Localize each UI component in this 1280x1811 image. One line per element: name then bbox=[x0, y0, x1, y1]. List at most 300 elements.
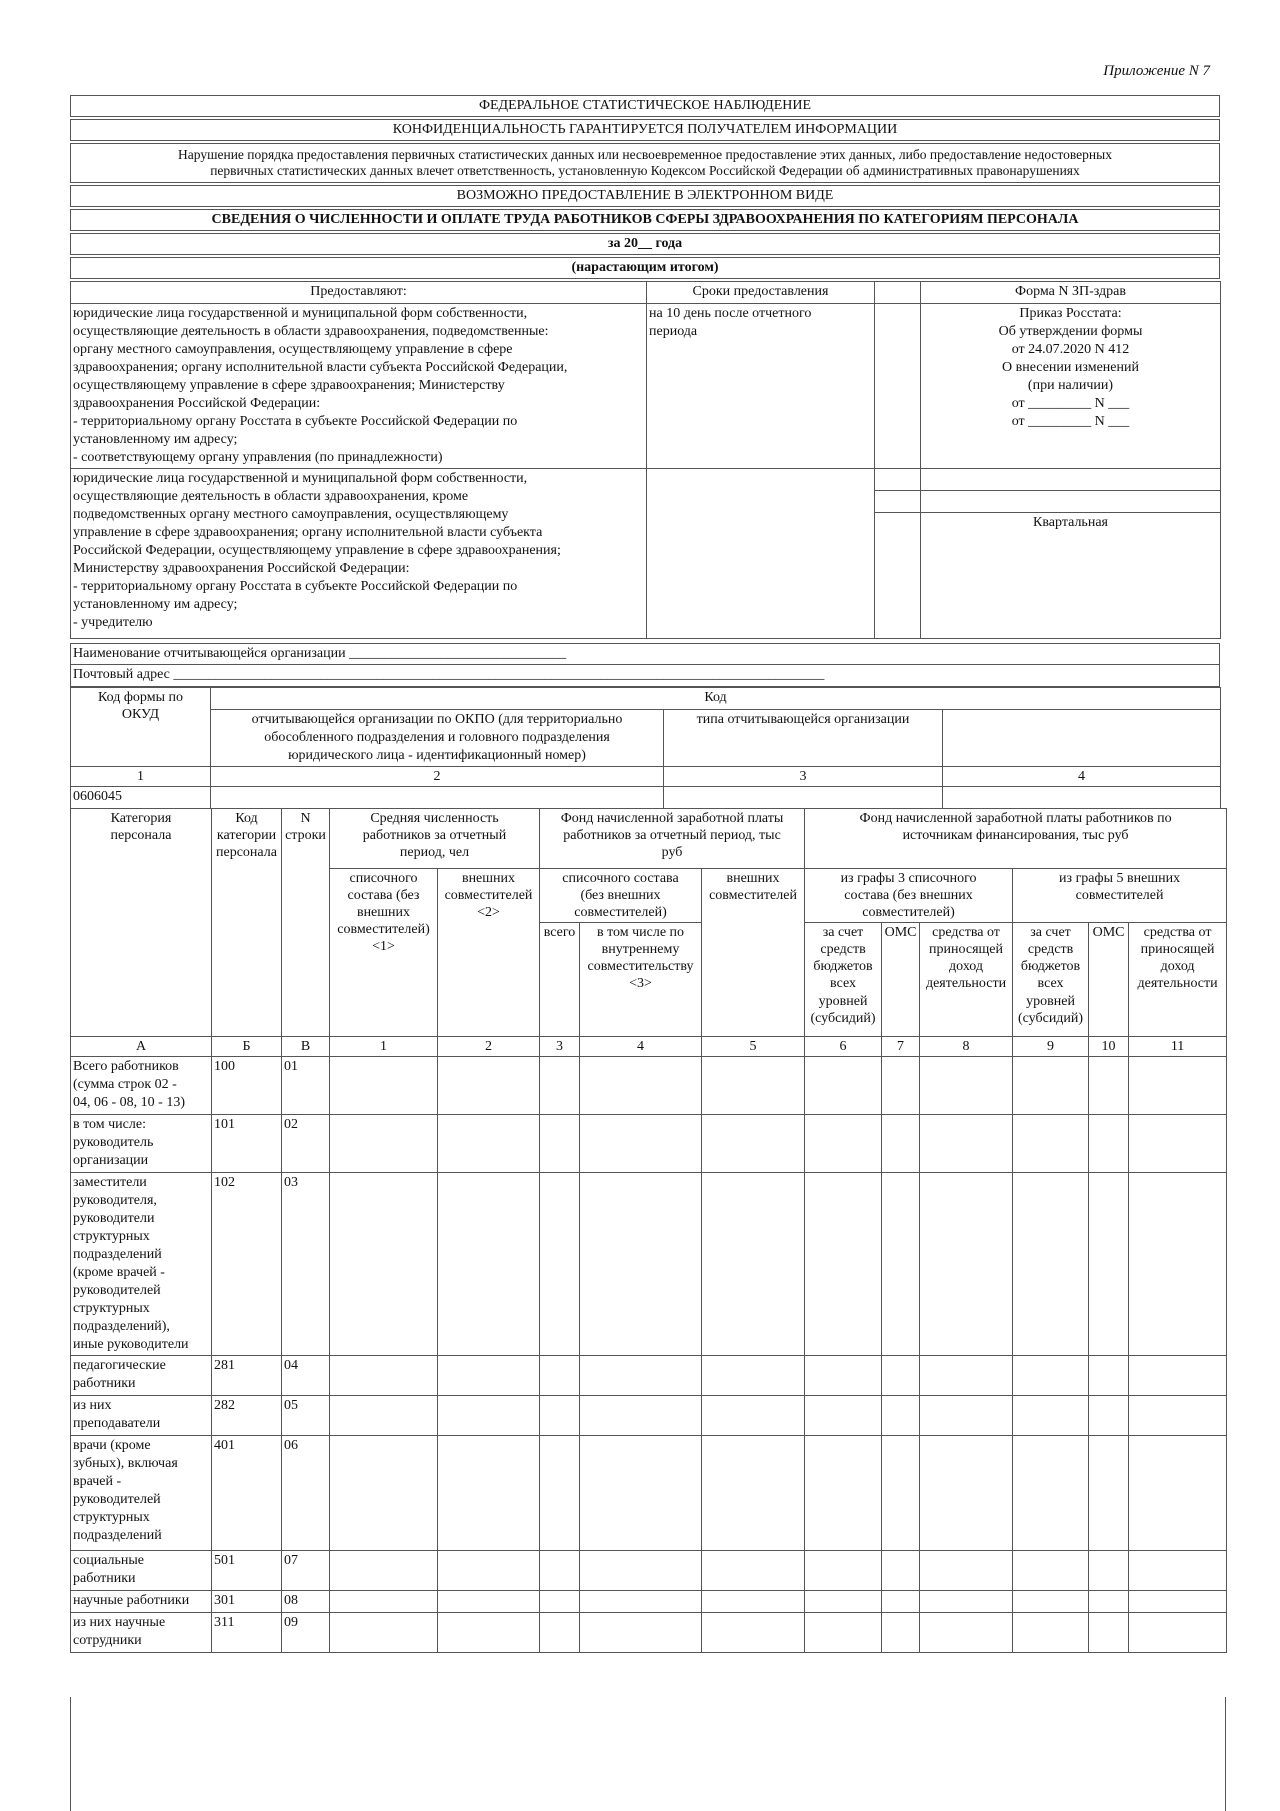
row-value-cell[interactable] bbox=[702, 1115, 805, 1173]
h-line: строки bbox=[285, 828, 326, 844]
submit-row2-blank bbox=[921, 469, 1221, 491]
row-value-cell[interactable] bbox=[702, 1396, 805, 1436]
submission-table bbox=[70, 281, 1221, 639]
row-value-cell[interactable] bbox=[330, 1551, 438, 1591]
org-type-label: типа отчитывающейся организации bbox=[664, 710, 943, 767]
row-value-cell[interactable] bbox=[438, 1396, 540, 1436]
row-category-line: подразделений bbox=[73, 1247, 162, 1263]
code-col-num: 4 bbox=[943, 767, 1221, 787]
h-line: уровней bbox=[1026, 993, 1075, 1009]
row-value-cell[interactable] bbox=[330, 1436, 438, 1551]
row-value-cell[interactable] bbox=[1089, 1396, 1129, 1436]
row-category-line: руководителей bbox=[73, 1492, 161, 1508]
h-line: средства от bbox=[1143, 925, 1212, 941]
row-value-cell[interactable] bbox=[330, 1057, 438, 1115]
h-line: за счет bbox=[822, 925, 864, 941]
header-electronic bbox=[70, 185, 1220, 207]
row-value-cell[interactable] bbox=[438, 1591, 540, 1613]
row1-line: осуществляющие деятельность в области здравоохранения, подведомственные: bbox=[73, 324, 549, 339]
row-value-cell[interactable] bbox=[1013, 1396, 1089, 1436]
row-value-cell[interactable] bbox=[540, 1551, 580, 1591]
h-line: руб bbox=[661, 845, 683, 861]
submit-order-info bbox=[921, 304, 1221, 469]
h-line: средств bbox=[1027, 942, 1074, 958]
h-line: состава (без внешних bbox=[844, 888, 973, 904]
row-value-cell[interactable] bbox=[1129, 1115, 1227, 1173]
row-category-line: руководителей bbox=[73, 1283, 161, 1299]
row-value-cell[interactable] bbox=[920, 1613, 1013, 1653]
row-category-name bbox=[71, 1396, 212, 1436]
row-category-name bbox=[71, 1356, 212, 1396]
submit-row1-spacer bbox=[875, 304, 921, 469]
h-line: Код bbox=[235, 811, 258, 826]
row-value-cell[interactable] bbox=[920, 1057, 1013, 1115]
org-address-row bbox=[70, 665, 1220, 687]
row-code: 401 bbox=[212, 1436, 282, 1551]
row-value-cell[interactable] bbox=[438, 1057, 540, 1115]
h-line: из графы 5 внешних bbox=[1059, 871, 1181, 886]
row-value-cell[interactable] bbox=[882, 1591, 920, 1613]
h-line: Фонд начисленной заработной платы работников по bbox=[859, 811, 1172, 826]
row-value-cell[interactable] bbox=[540, 1356, 580, 1396]
h-list-staff bbox=[330, 869, 438, 1037]
row1-line: осуществляющему управление в сфере здравоохранения; Министерству bbox=[73, 378, 505, 393]
row-value-cell[interactable] bbox=[580, 1396, 702, 1436]
row-value-cell[interactable] bbox=[1089, 1057, 1129, 1115]
h-line: Категория bbox=[110, 811, 172, 826]
header-line2: КОНФИДЕНЦИАЛЬНОСТЬ ГАРАНТИРУЕТСЯ ПОЛУЧАТЕЛЕМ ИНФОРМАЦИИ bbox=[392, 122, 898, 138]
h-fund bbox=[540, 809, 805, 869]
row-value-cell[interactable] bbox=[580, 1356, 702, 1396]
row-value-cell[interactable] bbox=[702, 1591, 805, 1613]
column-number: А bbox=[71, 1037, 212, 1057]
row-category-line: подразделений), bbox=[73, 1319, 170, 1335]
row-value-cell[interactable] bbox=[438, 1173, 540, 1356]
row-category-name bbox=[71, 1551, 212, 1591]
h-line: совместителей bbox=[444, 888, 533, 904]
row-value-cell[interactable] bbox=[1013, 1436, 1089, 1551]
okud-label-line: ОКУД bbox=[121, 707, 160, 723]
row-category-line: заместители bbox=[73, 1175, 147, 1191]
h-budget-ext bbox=[1013, 923, 1089, 1037]
row-category-name bbox=[71, 1613, 212, 1653]
h-fund-external bbox=[702, 869, 805, 1037]
row1-line: - соответствующему органу управления (по принадлежности) bbox=[73, 450, 443, 465]
h-line: списочного bbox=[349, 871, 418, 886]
h-line: Фонд начисленной заработной платы bbox=[560, 811, 784, 826]
row-value-cell[interactable] bbox=[805, 1396, 882, 1436]
row-category-line: (сумма строк 02 - bbox=[73, 1077, 177, 1093]
row-code: 282 bbox=[212, 1396, 282, 1436]
h-oms-ext: ОМС bbox=[1089, 923, 1129, 1037]
row-value-cell[interactable] bbox=[702, 1613, 805, 1653]
row-value-cell[interactable] bbox=[882, 1173, 920, 1356]
row-category-line: 04, 06 - 08, 10 - 13) bbox=[73, 1095, 185, 1111]
h-line: деятельности bbox=[1137, 976, 1218, 992]
row-value-cell[interactable] bbox=[805, 1551, 882, 1591]
row-value-cell[interactable] bbox=[882, 1356, 920, 1396]
main-table bbox=[70, 808, 1227, 1653]
row-value-cell[interactable] bbox=[1089, 1436, 1129, 1551]
column-number: 5 bbox=[702, 1037, 805, 1057]
form-year-text: за 20__ года bbox=[607, 236, 683, 252]
h-line: <1> bbox=[372, 939, 395, 955]
deadline-line: на 10 день после отчетного bbox=[649, 306, 812, 321]
row-value-cell[interactable] bbox=[438, 1356, 540, 1396]
h-line: доход bbox=[1160, 959, 1195, 975]
org-type-value-cell[interactable] bbox=[664, 787, 943, 809]
row-category-line: структурных bbox=[73, 1229, 150, 1245]
order-line: от _________ N ___ bbox=[1011, 414, 1130, 429]
column-number: 8 bbox=[920, 1037, 1013, 1057]
row-category-name bbox=[71, 1173, 212, 1356]
row1-line: здравоохранения; органу исполнительной власти субъекта Российской Федерации, bbox=[73, 360, 568, 375]
row1-line: здравоохранения Российской Федерации: bbox=[73, 396, 321, 411]
submit-row2-deadline bbox=[647, 469, 875, 639]
row-value-cell[interactable] bbox=[1089, 1115, 1129, 1173]
h-line: (субсидий) bbox=[1017, 1010, 1084, 1026]
h-line: внешних bbox=[356, 905, 411, 921]
h-line: работников за отчетный bbox=[362, 828, 507, 844]
h-line: средств bbox=[820, 942, 866, 958]
row-value-cell[interactable] bbox=[540, 1591, 580, 1613]
h-line: бюджетов bbox=[813, 959, 873, 975]
row2-line: установленному им адресу; bbox=[73, 597, 238, 612]
row-value-cell[interactable] bbox=[1129, 1551, 1227, 1591]
row-value-cell[interactable] bbox=[1089, 1173, 1129, 1356]
row-value-cell[interactable] bbox=[330, 1591, 438, 1613]
header-warning bbox=[70, 143, 1220, 183]
row-category-line: врачи (кроме bbox=[73, 1438, 151, 1454]
order-line: от _________ N ___ bbox=[1011, 396, 1130, 411]
row-value-cell[interactable] bbox=[882, 1551, 920, 1591]
code-col-num: 1 bbox=[71, 767, 211, 787]
row-value-cell[interactable] bbox=[805, 1356, 882, 1396]
row-value-cell[interactable] bbox=[702, 1173, 805, 1356]
h-line: состава (без bbox=[347, 888, 420, 904]
row-value-cell[interactable] bbox=[882, 1115, 920, 1173]
row-value-cell[interactable] bbox=[540, 1173, 580, 1356]
submit-row1-deadline bbox=[647, 304, 875, 469]
order-line: Приказ Росстата: bbox=[1019, 306, 1122, 321]
row-value-cell[interactable] bbox=[1129, 1396, 1227, 1436]
row-value-cell[interactable] bbox=[920, 1396, 1013, 1436]
h-external bbox=[438, 869, 540, 1037]
row-category-line: преподаватели bbox=[73, 1416, 161, 1432]
h-line: период, чел bbox=[399, 845, 470, 861]
row-value-cell[interactable] bbox=[882, 1613, 920, 1653]
row-value-cell[interactable] bbox=[1013, 1551, 1089, 1591]
row-category-name bbox=[71, 1591, 212, 1613]
okpo-value-cell[interactable] bbox=[211, 787, 664, 809]
row-value-cell[interactable] bbox=[438, 1436, 540, 1551]
header-federal-observation bbox=[70, 95, 1220, 117]
row-value-cell[interactable] bbox=[540, 1115, 580, 1173]
h-income-ext bbox=[1129, 923, 1227, 1037]
codes-table bbox=[70, 687, 1221, 809]
form-title bbox=[70, 209, 1220, 231]
column-number: Б bbox=[212, 1037, 282, 1057]
h-line: за счет bbox=[1030, 925, 1071, 941]
row-value-cell[interactable] bbox=[1013, 1115, 1089, 1173]
row-value-cell[interactable] bbox=[805, 1057, 882, 1115]
okud-label-line: Код формы по bbox=[98, 690, 183, 705]
h-line: источникам финансирования, тыс руб bbox=[902, 828, 1129, 844]
row-value-cell[interactable] bbox=[580, 1436, 702, 1551]
h-line: работников за отчетный период, тыс bbox=[563, 828, 781, 844]
code-col4-value-cell[interactable] bbox=[943, 787, 1221, 809]
row-category-line: работники bbox=[73, 1376, 136, 1392]
row-value-cell[interactable] bbox=[805, 1613, 882, 1653]
row-value-cell[interactable] bbox=[330, 1396, 438, 1436]
h-fund-list bbox=[540, 869, 702, 923]
column-numbers-row bbox=[71, 1037, 1227, 1057]
code-col-num: 2 bbox=[211, 767, 664, 787]
row-value-cell[interactable] bbox=[702, 1551, 805, 1591]
h-line: совместителей bbox=[709, 888, 797, 904]
row-line-number: 07 bbox=[282, 1551, 330, 1591]
row-code: 101 bbox=[212, 1115, 282, 1173]
row-value-cell[interactable] bbox=[1013, 1591, 1089, 1613]
row-line-number: 03 bbox=[282, 1173, 330, 1356]
h-from-col5 bbox=[1013, 869, 1227, 923]
okpo-label-line: обособленного подразделения и головного подразделения bbox=[264, 730, 610, 745]
h-line: <3> bbox=[629, 976, 652, 992]
row-value-cell[interactable] bbox=[1013, 1356, 1089, 1396]
row-value-cell[interactable] bbox=[1013, 1057, 1089, 1115]
row-value-cell[interactable] bbox=[920, 1436, 1013, 1551]
row-value-cell[interactable] bbox=[882, 1057, 920, 1115]
row-value-cell[interactable] bbox=[438, 1115, 540, 1173]
row-category-line: работники bbox=[73, 1571, 136, 1587]
table-row bbox=[71, 1613, 1227, 1653]
h-line: бюджетов bbox=[1020, 959, 1081, 975]
table-row bbox=[71, 1057, 1227, 1115]
column-number: 10 bbox=[1089, 1037, 1129, 1057]
row2-line: юридические лица государственной и муниципальной форм собственности, bbox=[73, 471, 528, 486]
row2-line: - территориальному органу Росстата в субъекте Российской Федерации по bbox=[73, 579, 518, 594]
row-category-line: сотрудники bbox=[73, 1633, 142, 1649]
submit-row2-spacer bbox=[875, 491, 921, 513]
row-category-line: руководители bbox=[73, 1211, 155, 1227]
row-category-name bbox=[71, 1115, 212, 1173]
deadline-line: периода bbox=[649, 324, 698, 339]
h-line: деятельности bbox=[925, 976, 1007, 992]
submit-row2-blank bbox=[921, 491, 1221, 513]
row-line-number: 08 bbox=[282, 1591, 330, 1613]
bottom-continuation-frame bbox=[70, 1697, 1226, 1811]
org-name-label: Наименование отчитывающейся организации _______________________________ bbox=[73, 646, 567, 661]
h-line: средства от bbox=[932, 925, 1000, 941]
row-value-cell[interactable] bbox=[1129, 1613, 1227, 1653]
row-value-cell[interactable] bbox=[920, 1356, 1013, 1396]
row-category-line: врачей - bbox=[73, 1474, 122, 1490]
h-line: (без внешних bbox=[580, 888, 661, 904]
h-line: персонала bbox=[110, 828, 172, 844]
column-number: 4 bbox=[580, 1037, 702, 1057]
row-value-cell[interactable] bbox=[1129, 1173, 1227, 1356]
row-code: 311 bbox=[212, 1613, 282, 1653]
row1-line: - территориальному органу Росстата в субъекте Российской Федерации по bbox=[73, 414, 518, 429]
row-category-line: Всего работников bbox=[73, 1059, 179, 1075]
row-value-cell[interactable] bbox=[1129, 1436, 1227, 1551]
row2-line: Министерству здравоохранения Российской Федерации: bbox=[73, 561, 410, 576]
h-line: совместителей) bbox=[574, 905, 667, 921]
row-value-cell[interactable] bbox=[580, 1613, 702, 1653]
submit-row2-spacer bbox=[875, 513, 921, 639]
row1-line: органу местного самоуправления, осуществляющему управление в сфере bbox=[73, 342, 513, 357]
okpo-label-line: юридического лица - идентификационный номер) bbox=[288, 748, 586, 763]
row-value-cell[interactable] bbox=[580, 1057, 702, 1115]
h-from-col3 bbox=[805, 869, 1013, 923]
row-value-cell[interactable] bbox=[438, 1551, 540, 1591]
h-line: (субсидий) bbox=[810, 1010, 876, 1026]
row-category-line: организации bbox=[73, 1153, 149, 1169]
periodicity: Квартальная bbox=[921, 513, 1221, 639]
row-value-cell[interactable] bbox=[805, 1591, 882, 1613]
row-value-cell[interactable] bbox=[580, 1115, 702, 1173]
row-code: 281 bbox=[212, 1356, 282, 1396]
table-row bbox=[71, 1436, 1227, 1551]
column-number: В bbox=[282, 1037, 330, 1057]
row-code: 100 bbox=[212, 1057, 282, 1115]
h-line: приносящей bbox=[1140, 942, 1215, 958]
h-fund-sources bbox=[805, 809, 1227, 869]
row-category-line: структурных bbox=[73, 1510, 150, 1526]
h-oms: ОМС bbox=[882, 923, 920, 1037]
order-line: от 24.07.2020 N 412 bbox=[1011, 342, 1130, 357]
row-line-number: 06 bbox=[282, 1436, 330, 1551]
h-budget bbox=[805, 923, 882, 1037]
row-value-cell[interactable] bbox=[438, 1613, 540, 1653]
row-value-cell[interactable] bbox=[1089, 1613, 1129, 1653]
row-value-cell[interactable] bbox=[580, 1551, 702, 1591]
row-category-line: структурных bbox=[73, 1301, 150, 1317]
org-name-row bbox=[70, 643, 1220, 665]
h-line: совместителей bbox=[1075, 888, 1164, 904]
h-line: доход bbox=[949, 959, 984, 975]
row2-line: Российской Федерации, осуществляющему управление в сфере здравоохранения; bbox=[73, 543, 561, 558]
row-category-line: зубных), включая bbox=[73, 1456, 178, 1472]
order-line: Об утверждении формы bbox=[998, 324, 1143, 339]
h-category bbox=[71, 809, 212, 1037]
row-code: 501 bbox=[212, 1551, 282, 1591]
submit-header-who: Предоставляют: bbox=[71, 282, 647, 304]
table-row bbox=[71, 1396, 1227, 1436]
row-value-cell[interactable] bbox=[330, 1613, 438, 1653]
row-value-cell[interactable] bbox=[702, 1057, 805, 1115]
row-category-line: из них научные bbox=[73, 1615, 166, 1631]
row-value-cell[interactable] bbox=[702, 1436, 805, 1551]
row-value-cell[interactable] bbox=[805, 1115, 882, 1173]
row-value-cell[interactable] bbox=[540, 1057, 580, 1115]
h-line: уровней bbox=[818, 993, 868, 1009]
row-value-cell[interactable] bbox=[920, 1115, 1013, 1173]
okpo-label-line: отчитывающейся организации по ОКПО (для территориально bbox=[251, 712, 623, 727]
row-value-cell[interactable] bbox=[920, 1591, 1013, 1613]
warning-line-2: первичных статистических данных влечет ответственность, установленную Кодексом Российской Федерации об административных правонарушениях bbox=[210, 163, 1080, 178]
submit-header-spacer bbox=[875, 282, 921, 304]
h-income bbox=[920, 923, 1013, 1037]
row-value-cell[interactable] bbox=[1089, 1591, 1129, 1613]
code-label: Код bbox=[211, 688, 1221, 710]
row-value-cell[interactable] bbox=[580, 1591, 702, 1613]
row-value-cell[interactable] bbox=[330, 1173, 438, 1356]
order-line: (при наличии) bbox=[1027, 378, 1114, 393]
column-number: 11 bbox=[1129, 1037, 1227, 1057]
row-value-cell[interactable] bbox=[920, 1551, 1013, 1591]
h-line: приносящей bbox=[929, 942, 1004, 958]
row-category-line: научные работники bbox=[73, 1593, 190, 1609]
electronic-line: ВОЗМОЖНО ПРЕДОСТАВЛЕНИЕ В ЭЛЕКТРОННОМ ВИДЕ bbox=[456, 188, 834, 204]
h-line: внешних bbox=[461, 871, 516, 886]
h-total: всего bbox=[540, 923, 580, 1037]
row-value-cell[interactable] bbox=[540, 1436, 580, 1551]
data-rows bbox=[71, 1057, 1227, 1653]
row-value-cell[interactable] bbox=[882, 1436, 920, 1551]
row-value-cell[interactable] bbox=[1013, 1613, 1089, 1653]
row-value-cell[interactable] bbox=[1089, 1356, 1129, 1396]
row-value-cell[interactable] bbox=[540, 1396, 580, 1436]
table-row bbox=[71, 1551, 1227, 1591]
row-code: 301 bbox=[212, 1591, 282, 1613]
row-value-cell[interactable] bbox=[540, 1613, 580, 1653]
column-number: 9 bbox=[1013, 1037, 1089, 1057]
submit-header-form: Форма N ЗП-здрав bbox=[921, 282, 1221, 304]
warning-line-1: Нарушение порядка предоставления первичных статистических данных или несвоевременное предоставление этих данных, либо предоставление недостоверных bbox=[178, 146, 1112, 162]
row-value-cell[interactable] bbox=[330, 1356, 438, 1396]
row-value-cell[interactable] bbox=[1013, 1173, 1089, 1356]
row-line-number: 04 bbox=[282, 1356, 330, 1396]
row-value-cell[interactable] bbox=[702, 1356, 805, 1396]
row-category-line: подразделений bbox=[73, 1528, 162, 1544]
row2-line: подведомственных органу местного самоуправления, осуществляющему bbox=[73, 507, 509, 522]
h-code bbox=[212, 809, 282, 1037]
submit-header-deadline: Сроки предоставления bbox=[647, 282, 875, 304]
h-line: совместителей) bbox=[337, 922, 430, 938]
row-category-line: педагогические bbox=[73, 1358, 166, 1374]
h-line: всех bbox=[1037, 976, 1064, 992]
row-value-cell[interactable] bbox=[882, 1396, 920, 1436]
h-line: в том числе по bbox=[596, 925, 685, 941]
row-value-cell[interactable] bbox=[920, 1173, 1013, 1356]
row-value-cell[interactable] bbox=[805, 1173, 882, 1356]
form-cumulative-text: (нарастающим итогом) bbox=[571, 260, 719, 276]
code-blank bbox=[943, 710, 1221, 767]
row-category-line: в том числе: bbox=[73, 1117, 146, 1133]
row-category-line: (кроме врачей - bbox=[73, 1265, 165, 1281]
row-value-cell[interactable] bbox=[1129, 1591, 1227, 1613]
h-line: всех bbox=[830, 976, 856, 992]
row-value-cell[interactable] bbox=[330, 1115, 438, 1173]
row-value-cell[interactable] bbox=[1129, 1356, 1227, 1396]
row-line-number: 09 bbox=[282, 1613, 330, 1653]
row-value-cell[interactable] bbox=[580, 1173, 702, 1356]
okpo-label bbox=[211, 710, 664, 767]
column-number: 3 bbox=[540, 1037, 580, 1057]
row-category-line: руководитель bbox=[73, 1135, 154, 1151]
okud-value: 0606045 bbox=[71, 787, 211, 809]
form-title-text: СВЕДЕНИЯ О ЧИСЛЕННОСТИ И ОПЛАТЕ ТРУДА РАБОТНИКОВ СФЕРЫ ЗДРАВООХРАНЕНИЯ ПО КАТЕГОРИЯМ ПЕРСОНАЛА bbox=[211, 212, 1079, 228]
row-value-cell[interactable] bbox=[1129, 1057, 1227, 1115]
row-category-name bbox=[71, 1436, 212, 1551]
row-value-cell[interactable] bbox=[1089, 1551, 1129, 1591]
row1-line: установленному им адресу; bbox=[73, 432, 238, 447]
row-line-number: 02 bbox=[282, 1115, 330, 1173]
table-row bbox=[71, 1356, 1227, 1396]
row-value-cell[interactable] bbox=[805, 1436, 882, 1551]
submit-row2-spacer bbox=[875, 469, 921, 491]
